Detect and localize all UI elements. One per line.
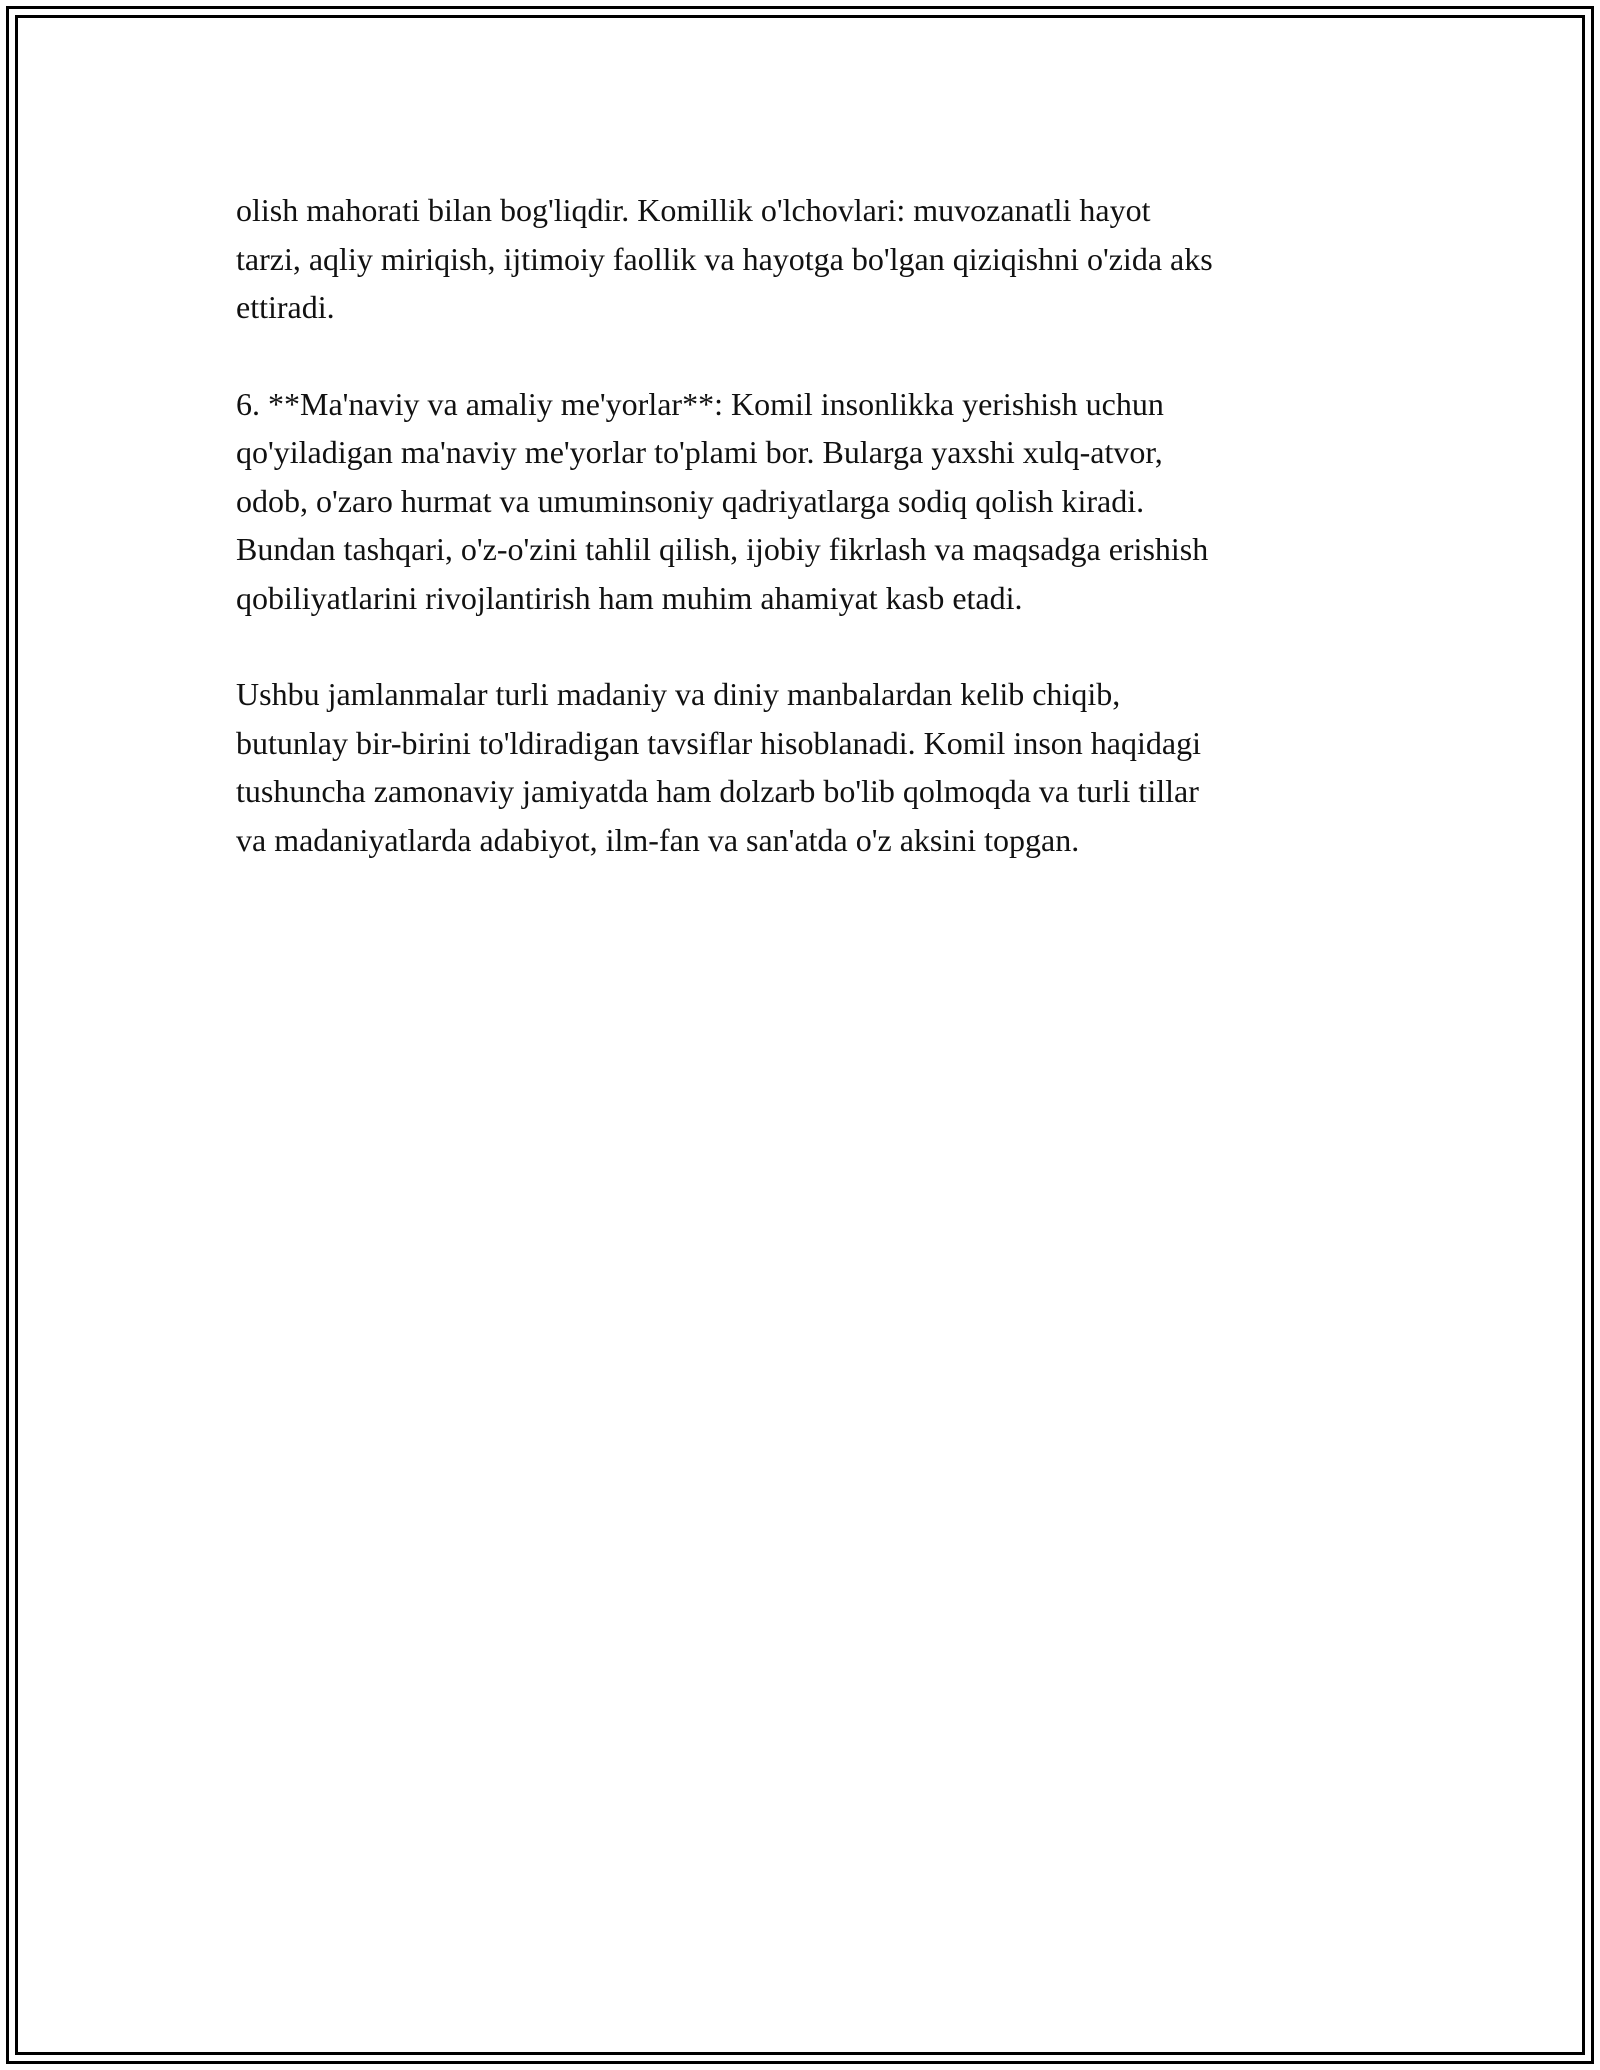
paragraph-manaviy-meyorlar: [236, 380, 1366, 623]
text-line: 6. **Ma'naviy va amaliy me'yorlar**: Komil insonlikka yerishish uchun: [236, 385, 1164, 422]
text-line: odob, o'zaro hurmat va umuminsoniy qadriyatlarga sodiq qolish kiradi.: [236, 482, 1145, 519]
text-line: Ushbu jamlanmalar turli madaniy va diniy manbalardan kelib chiqib,: [236, 676, 1121, 712]
text-line: qo'yiladigan ma'naviy me'yorlar to'plami bor. Bularga yaxshi xulq-atvor,: [236, 434, 1163, 470]
text-line: ettiradi.: [236, 289, 335, 325]
text-line: Bundan tashqari, o'z-o'zini tahlil qilish, ijobiy fikrlash va maqsadga erishish: [236, 531, 1209, 567]
paragraph-komillik-olchovlari: [236, 186, 1366, 332]
text-line: butunlay bir-birini to'ldiradigan tavsiflar hisoblanadi. Komil inson haqidagi: [236, 724, 1201, 761]
text-line: olish mahorati bilan bog'liqdir. Komillik o'lchovlari: muvozanatli hayot: [236, 192, 1151, 228]
paragraph-conclusion: [236, 670, 1366, 864]
text-line: tarzi, aqliy miriqish, ijtimoiy faollik va hayotga bo'lgan qiziqishni o'zida aks: [236, 240, 1213, 277]
text-line: qobiliyatlarini rivojlantirish ham muhim ahamiyat kasb etadi.: [236, 579, 1023, 616]
document-body: [236, 186, 1366, 912]
text-line: va madaniyatlarda adabiyot, ilm-fan va san'atda o'z aksini topgan.: [236, 821, 1080, 858]
text-line: tushuncha zamonaviy jamiyatda ham dolzarb bo'lib qolmoqda va turli tillar: [236, 773, 1199, 809]
